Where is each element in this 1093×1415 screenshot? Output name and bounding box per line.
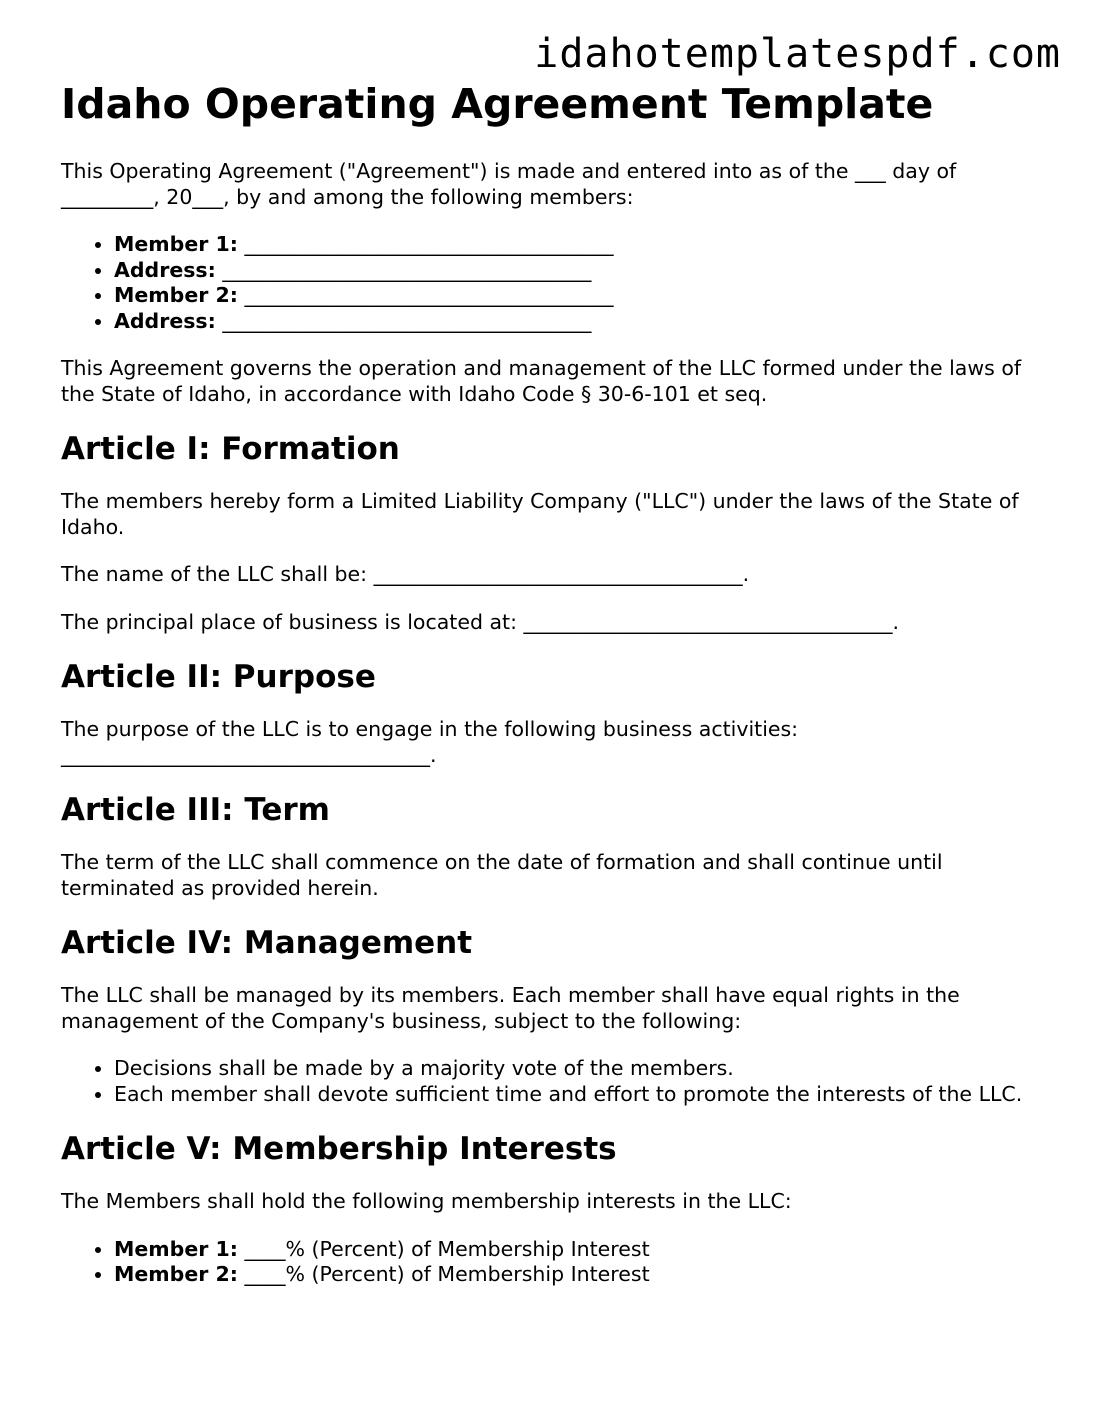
management-list [61,1056,1051,1107]
article-2-title: Article II: Purpose [61,659,376,695]
article-5-paragraph: The Members shall hold the following membership interests in the LLC: [61,1189,792,1213]
list-item [114,232,1051,258]
article-4-title: Article IV: Management [61,925,473,961]
article-3-paragraph: The term of the LLC shall commence on the date of formation and shall continue until terminated as provided herein. [61,850,943,900]
member-blank: ____________________________________ [237,283,614,307]
interests-list [61,1237,1051,1288]
article-1-paragraph: The members hereby form a Limited Liability Company ("LLC") under the laws of the State of Idaho. [61,489,1019,539]
principal-place-line: The principal place of business is located at: ____________________________________. [61,609,900,634]
document-page [61,80,1051,1288]
member-label: Member 1: [114,232,238,256]
document-title: Idaho Operating Agreement Template [61,80,934,128]
list-item [114,283,1051,309]
member-label: Member 1: [114,1236,238,1261]
article-2-paragraph: The purpose of the LLC is to engage in the following business activities: ____________________________________. [61,717,799,767]
article-1-title: Article I: Formation [61,431,400,467]
interest-blank: ____% (Percent) of Membership Interest [237,1262,650,1286]
list-item: • Each member shall devote sufficient time and effort to promote the interests of the LLC. [114,1082,1051,1108]
llc-name-line: The name of the LLC shall be: ____________________________________. [61,562,750,586]
address-blank: ____________________________________ [215,257,592,282]
list-item: • Decisions shall be made by a majority vote of the members. [114,1056,1051,1082]
address-label: Address: [114,257,216,282]
article-5-title: Article V: Membership Interests [61,1131,617,1167]
member-blank: ____________________________________ [237,232,614,256]
address-label: Address: [114,308,216,333]
list-item [114,1237,1051,1263]
member-label: Member 2: [114,283,238,307]
article-4-paragraph: The LLC shall be managed by its members. Each member shall have equal rights in the management of the Company's business, subject to the following: [61,983,960,1033]
interest-blank: ____% (Percent) of Membership Interest [237,1236,650,1261]
article-3-title: Article III: Term [61,792,330,828]
member-label: Member 2: [114,1262,238,1286]
list-item [114,1262,1051,1288]
site-watermark: idahotemplatespdf.com [534,31,1061,77]
intro-paragraph: This Operating Agreement ("Agreement") is made and entered into as of the ___ day of _________, 20___, by and among the following members: [61,159,957,209]
list-item [114,258,1051,284]
address-blank: ____________________________________ [215,308,592,333]
members-list [61,232,1051,334]
list-item [114,309,1051,335]
governs-paragraph: This Agreement governs the operation and management of the LLC formed under the laws of the State of Idaho, in accordance with Idaho Code § 30-6-101 et seq. [61,356,1022,406]
